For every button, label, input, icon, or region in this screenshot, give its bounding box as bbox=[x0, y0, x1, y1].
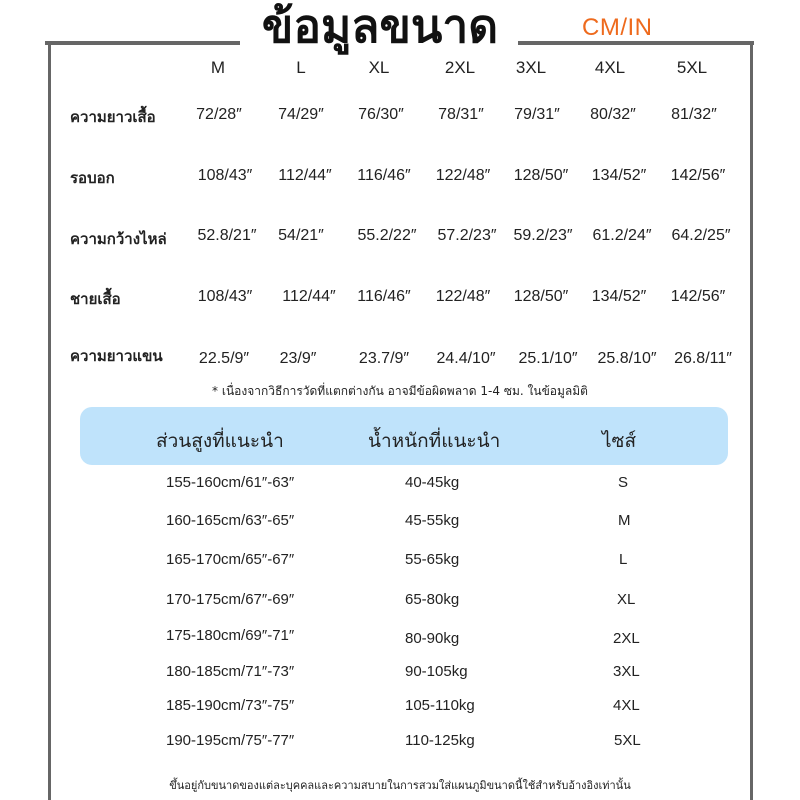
cell-sleeve-2xl: 24.4/10″ bbox=[436, 350, 496, 367]
row-label-length: ความยาวเสื้อ bbox=[70, 108, 156, 126]
cell-length-l: 74/29″ bbox=[278, 106, 324, 123]
cell-chest-4xl: 134/52″ bbox=[591, 167, 647, 184]
row-label-shoulder: ความกว้างไหล่ bbox=[70, 230, 167, 248]
cell-chest-3xl: 128/50″ bbox=[513, 167, 569, 184]
rec-size-3xl: 3XL bbox=[613, 663, 640, 680]
cell-hem-xl: 116/46″ bbox=[357, 288, 411, 305]
cell-chest-5xl: 142/56″ bbox=[670, 167, 726, 184]
rec-size-m: M bbox=[618, 512, 631, 529]
rec-height-4xl: 185-190cm/73″-75″ bbox=[166, 697, 295, 714]
header-recommended-weight: น้ำหนักที่แนะนำ bbox=[368, 430, 501, 452]
size-header-5xl: 5XL bbox=[676, 58, 708, 77]
cell-length-4xl: 80/32″ bbox=[590, 106, 636, 123]
rec-size-xl: XL bbox=[617, 591, 636, 608]
rec-size-l: L bbox=[619, 551, 628, 568]
cell-hem-4xl: 134/52″ bbox=[591, 288, 647, 305]
rec-size-5xl: 5XL bbox=[614, 732, 641, 749]
rec-height-xl: 170-175cm/67″-69″ bbox=[166, 591, 295, 608]
cell-chest-m: 108/43″ bbox=[197, 167, 253, 184]
size-header-l: L bbox=[296, 58, 306, 77]
cell-shoulder-l: 54/21″ bbox=[278, 227, 324, 244]
rec-height-2xl: 175-180cm/69″-71″ bbox=[166, 627, 295, 644]
measurement-note: * เนื่องจากวิธีการวัดที่แตกต่างกัน อาจมีข้อผิดพลาด 1-4 ซม. ในข้อมูลมิติ bbox=[212, 384, 588, 398]
size-header-2xl: 2XL bbox=[444, 58, 476, 77]
frame-right-line bbox=[750, 41, 753, 800]
rec-height-l: 165-170cm/65″-67″ bbox=[166, 551, 295, 568]
rec-weight-4xl: 105-110kg bbox=[405, 697, 475, 714]
size-header-xl: XL bbox=[368, 58, 390, 77]
size-header-m: M bbox=[210, 58, 226, 77]
rec-weight-5xl: 110-125kg bbox=[405, 732, 475, 749]
rec-weight-m: 45-55kg bbox=[405, 512, 460, 529]
cell-length-5xl: 81/32″ bbox=[671, 106, 717, 123]
rec-height-s: 155-160cm/61″-63″ bbox=[166, 474, 295, 491]
cell-hem-3xl: 128/50″ bbox=[513, 288, 569, 305]
rec-weight-s: 40-45kg bbox=[405, 474, 460, 491]
cell-shoulder-m: 52.8/21″ bbox=[197, 227, 257, 244]
cell-sleeve-xl: 23.7/9″ bbox=[358, 350, 410, 367]
row-label-sleeve: ความยาวแขน bbox=[70, 347, 163, 365]
cell-sleeve-5xl: 26.8/11″ bbox=[674, 350, 732, 367]
cell-hem-l: 112/44″ bbox=[282, 288, 336, 305]
unit-label: CM/IN bbox=[582, 14, 653, 41]
rec-weight-2xl: 80-90kg bbox=[405, 630, 460, 647]
size-header-4xl: 4XL bbox=[594, 58, 626, 77]
cell-shoulder-4xl: 61.2/24″ bbox=[592, 227, 652, 244]
cell-sleeve-3xl: 25.1/10″ bbox=[518, 350, 578, 367]
footer-disclaimer: ขึ้นอยู่กับขนาดของแต่ละบุคคลและความสบายในการสวมใส่แผนภูมิขนาดนี้ใช้สำหรับอ้างอิงเท่านั้น bbox=[169, 779, 631, 792]
header-size: ไซส์ bbox=[602, 430, 637, 452]
cell-sleeve-m: 22.5/9″ bbox=[198, 350, 250, 367]
cell-length-xl: 76/30″ bbox=[358, 106, 404, 123]
rec-size-s: S bbox=[618, 474, 629, 491]
cell-length-3xl: 79/31″ bbox=[514, 106, 560, 123]
frame-top-left-line bbox=[45, 41, 240, 45]
size-header-3xl: 3XL bbox=[515, 58, 547, 77]
cell-shoulder-xl: 55.2/22″ bbox=[357, 227, 417, 244]
cell-length-2xl: 78/31″ bbox=[438, 106, 484, 123]
rec-height-3xl: 180-185cm/71″-73″ bbox=[166, 663, 295, 680]
row-label-hem: ชายเสื้อ bbox=[70, 290, 121, 308]
page-title: ข้อมูลขนาด bbox=[261, 0, 499, 53]
header-recommended-height: ส่วนสูงที่แนะนำ bbox=[156, 430, 284, 452]
frame-left-line bbox=[48, 41, 51, 800]
rec-height-5xl: 190-195cm/75″-77″ bbox=[166, 732, 295, 749]
rec-weight-3xl: 90-105kg bbox=[405, 663, 468, 680]
cell-sleeve-4xl: 25.8/10″ bbox=[597, 350, 657, 367]
cell-shoulder-3xl: 59.2/23″ bbox=[513, 227, 573, 244]
rec-weight-l: 55-65kg bbox=[405, 551, 460, 568]
cell-hem-2xl: 122/48″ bbox=[435, 288, 491, 305]
rec-size-4xl: 4XL bbox=[613, 697, 640, 714]
cell-hem-m: 108/43″ bbox=[197, 288, 253, 305]
cell-chest-l: 112/44″ bbox=[278, 167, 332, 184]
cell-sleeve-l: 23/9″ bbox=[279, 350, 317, 367]
cell-shoulder-2xl: 57.2/23″ bbox=[437, 227, 497, 244]
cell-shoulder-5xl: 64.2/25″ bbox=[671, 227, 731, 244]
rec-weight-xl: 65-80kg bbox=[405, 591, 460, 608]
cell-hem-5xl: 142/56″ bbox=[670, 288, 726, 305]
rec-size-2xl: 2XL bbox=[613, 630, 640, 647]
cell-length-m: 72/28″ bbox=[196, 106, 242, 123]
rec-height-m: 160-165cm/63″-65″ bbox=[166, 512, 295, 529]
cell-chest-xl: 116/46″ bbox=[357, 167, 411, 184]
row-label-chest: รอบอก bbox=[70, 169, 115, 187]
cell-chest-2xl: 122/48″ bbox=[435, 167, 491, 184]
